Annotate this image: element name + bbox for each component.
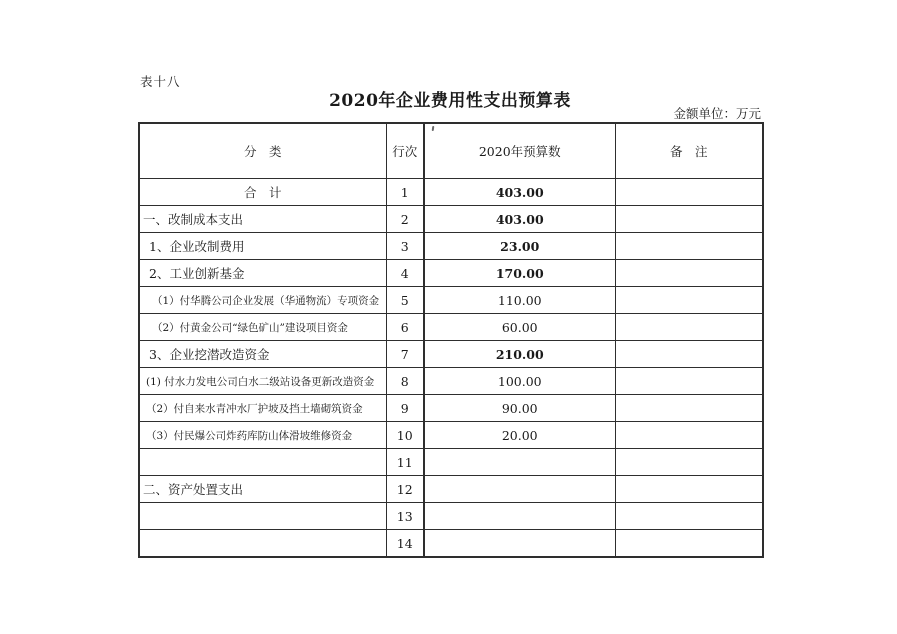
category-cell: 二、资产处置支出 [139,476,386,503]
row-no-cell: 11 [386,449,424,476]
budget-cell: 100.00 [424,368,615,395]
row-no-cell: 6 [386,314,424,341]
category-cell: （2）付自来水青冲水厂护坡及挡土墙砌筑资金 [139,395,386,422]
category-cell [139,530,386,558]
budget-cell: 170.00 [424,260,615,287]
row-no-cell: 3 [386,233,424,260]
row-no-cell: 12 [386,476,424,503]
budget-table [138,122,764,558]
budget-cell [424,503,615,530]
budget-cell: 20.00 [424,422,615,449]
table-row [139,476,763,503]
category-cell [139,449,386,476]
row-no-cell: 9 [386,395,424,422]
category-cell [139,503,386,530]
remark-cell [615,179,763,206]
table-row [139,260,763,287]
row-no-cell: 1 [386,179,424,206]
row-no-cell: 8 [386,368,424,395]
budget-cell: 403.00 [424,206,615,233]
budget-cell: 403.00 [424,179,615,206]
remark-cell [615,395,763,422]
remark-cell [615,260,763,287]
category-cell: 2、工业创新基金 [139,260,386,287]
table-row [139,206,763,233]
remark-cell [615,476,763,503]
row-no-cell: 10 [386,422,424,449]
budget-cell [424,449,615,476]
remark-cell [615,503,763,530]
remark-cell [615,287,763,314]
remark-cell [615,206,763,233]
table-row [139,287,763,314]
category-cell: （3）付民爆公司炸药库防山体滑坡维修资金 [139,422,386,449]
remark-cell [615,368,763,395]
table-row [139,530,763,558]
category-cell: （2）付黄金公司“绿色矿山”建设项目资金 [139,314,386,341]
remark-cell [615,449,763,476]
table-row [139,233,763,260]
table-row [139,395,763,422]
table-header-row [139,123,763,179]
budget-cell [424,476,615,503]
budget-cell: 60.00 [424,314,615,341]
table-row [139,449,763,476]
category-cell: 1、企业改制费用 [139,233,386,260]
row-no-cell: 5 [386,287,424,314]
budget-cell: 23.00 [424,233,615,260]
header-budget: 2020年预算数 [424,123,615,179]
category-cell: （1）付华腾公司企业发展（华通物流）专项资金 [139,287,386,314]
category-cell: 一、改制成本支出 [139,206,386,233]
remark-cell [615,530,763,558]
table-row [139,341,763,368]
remark-cell [615,341,763,368]
table-row [139,422,763,449]
budget-cell: 210.00 [424,341,615,368]
row-no-cell: 4 [386,260,424,287]
row-no-cell: 7 [386,341,424,368]
remark-cell [615,233,763,260]
budget-cell [424,530,615,558]
category-cell: (1) 付水力发电公司白水二级站设备更新改造资金 [139,368,386,395]
header-row-no: 行次 [386,123,424,179]
budget-cell: 110.00 [424,287,615,314]
table-row [139,314,763,341]
header-remark: 备 注 [615,123,763,179]
page-title: 2020年企业费用性支出预算表 [329,91,571,111]
category-cell: 3、企业挖潜改造资金 [139,341,386,368]
table-row [139,179,763,206]
unit-note: 金额单位：万元 [673,106,761,121]
row-no-cell: 13 [386,503,424,530]
budget-cell: 90.00 [424,395,615,422]
remark-cell [615,314,763,341]
table-row [139,368,763,395]
table-row [139,503,763,530]
row-no-cell: 14 [386,530,424,558]
category-cell: 合 计 [139,179,386,206]
row-no-cell: 2 [386,206,424,233]
remark-cell [615,422,763,449]
header-category: 分 类 [139,123,386,179]
sheet-label: 表十八 [140,74,181,89]
